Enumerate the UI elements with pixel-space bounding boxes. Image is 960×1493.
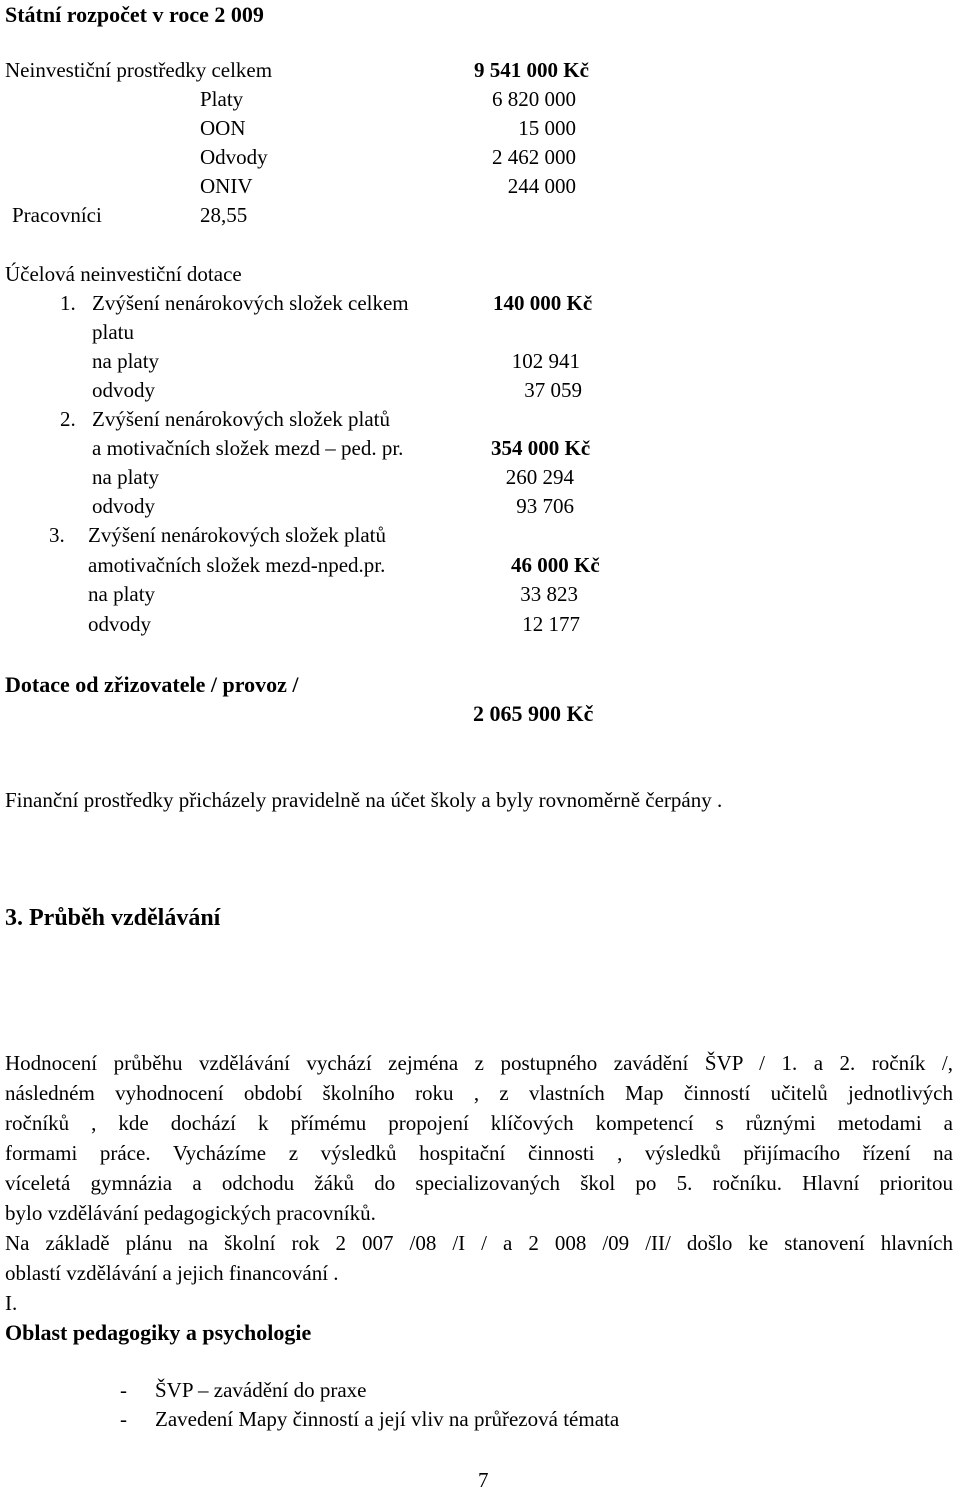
bullet-text: ŠVP – zavádění do praxe bbox=[155, 1378, 367, 1402]
item-label-odvody: Odvody bbox=[200, 145, 268, 169]
item2-line2: a motivačních složek mezd – ped. pr. bbox=[92, 436, 404, 460]
item2-platy-label: na platy bbox=[92, 465, 160, 489]
bullet-dash: - bbox=[120, 1407, 127, 1431]
item2-number: 2. bbox=[60, 407, 76, 431]
item3-line2: amotivačních složek mezd-nped.pr. bbox=[88, 553, 386, 577]
item-label-oon: OON bbox=[200, 116, 246, 140]
section-paragraph bbox=[5, 1053, 953, 1293]
neinvesticni-label: Neinvestiční prostředky celkem bbox=[5, 58, 273, 82]
item2-line1: Zvýšení nenárokových složek platů bbox=[92, 407, 390, 431]
roman-numeral: I. bbox=[5, 1291, 18, 1315]
item-label-platy: Platy bbox=[200, 87, 244, 111]
financni-note: Finanční prostředky přicházely pravidelně na účet školy a byly rovnoměrně čerpány . bbox=[5, 788, 723, 812]
item-value-odvody: 2 462 000 bbox=[492, 145, 576, 169]
item1-line2: platu bbox=[92, 320, 134, 344]
section-heading: 3. Průběh vzdělávání bbox=[5, 905, 221, 931]
paragraph-line: ročníků , kde dochází k přímému propojení klíčových kompetencí s různými metodami a bbox=[5, 1111, 953, 1135]
page-title: Státní rozpočet v roce 2 009 bbox=[5, 2, 264, 27]
item1-platy-value: 102 941 bbox=[511, 349, 580, 373]
page-number: 7 bbox=[478, 1468, 489, 1492]
paragraph-line: formami práce. Vycházíme z výsledků hospitační činnosti , výsledků přijímacího řízení na bbox=[5, 1141, 953, 1165]
pracovnici-value: 28,55 bbox=[200, 203, 248, 227]
item3-platy-value: 33 823 bbox=[520, 582, 578, 606]
item2-odvody-label: odvody bbox=[92, 494, 155, 518]
paragraph-line: Hodnocení průběhu vzdělávání vychází zejména z postupného zavádění ŠVP / 1. a 2. ročník /, bbox=[5, 1051, 953, 1075]
item3-line1: Zvýšení nenárokových složek platů bbox=[88, 523, 386, 547]
item3-platy-label: na platy bbox=[88, 582, 156, 606]
paragraph-line: oblastí vzdělávání a jejich financování . bbox=[5, 1261, 339, 1285]
item1-line1: Zvýšení nenárokových složek celkem bbox=[92, 291, 409, 315]
item3-number: 3. bbox=[49, 523, 65, 547]
item1-platy-label: na platy bbox=[92, 349, 160, 373]
item1-odvody-value: 37 059 bbox=[524, 378, 582, 402]
bullet-text: Zavedení Mapy činností a její vliv na průřezová témata bbox=[155, 1407, 620, 1431]
item3-odvody-value: 12 177 bbox=[522, 612, 580, 636]
item-label-oniv: ONIV bbox=[200, 174, 253, 198]
item1-odvody-label: odvody bbox=[92, 378, 155, 402]
paragraph-line: víceletá gymnázia a odchodu žáků do specializovaných škol po 5. ročníku. Hlavní prioritou bbox=[5, 1171, 953, 1195]
bullet-dash: - bbox=[120, 1378, 127, 1402]
ucelova-heading: Účelová neinvestiční dotace bbox=[5, 262, 242, 286]
item-value-oon: 15 000 bbox=[518, 116, 576, 140]
neinvesticni-total: 9 541 000 Kč bbox=[474, 58, 589, 82]
paragraph-line: Na základě plánu na školní rok 2 007 /08 /I / a 2 008 /09 /II/ došlo ke stanovení hlavních bbox=[5, 1231, 953, 1255]
item3-total: 46 000 Kč bbox=[511, 553, 600, 577]
item1-number: 1. bbox=[60, 291, 76, 315]
dotace-label: Dotace od zřizovatele / provoz / bbox=[5, 672, 299, 697]
item2-odvody-value: 93 706 bbox=[516, 494, 574, 518]
item3-odvody-label: odvody bbox=[88, 612, 151, 636]
item-value-oniv: 244 000 bbox=[507, 174, 576, 198]
item-value-platy: 6 820 000 bbox=[492, 87, 576, 111]
paragraph-line: bylo vzdělávání pedagogických pracovníků. bbox=[5, 1201, 376, 1225]
item2-total: 354 000 Kč bbox=[491, 436, 591, 460]
item1-total: 140 000 Kč bbox=[493, 291, 593, 315]
pracovnici-label: Pracovníci bbox=[12, 203, 102, 227]
paragraph-line: následném vyhodnocení období školního roku , z vlastních Map činností učitelů jednotlivých bbox=[5, 1081, 953, 1105]
subheading: Oblast pedagogiky a psychologie bbox=[5, 1320, 312, 1345]
item2-platy-value: 260 294 bbox=[505, 465, 574, 489]
dotace-value: 2 065 900 Kč bbox=[473, 701, 594, 726]
